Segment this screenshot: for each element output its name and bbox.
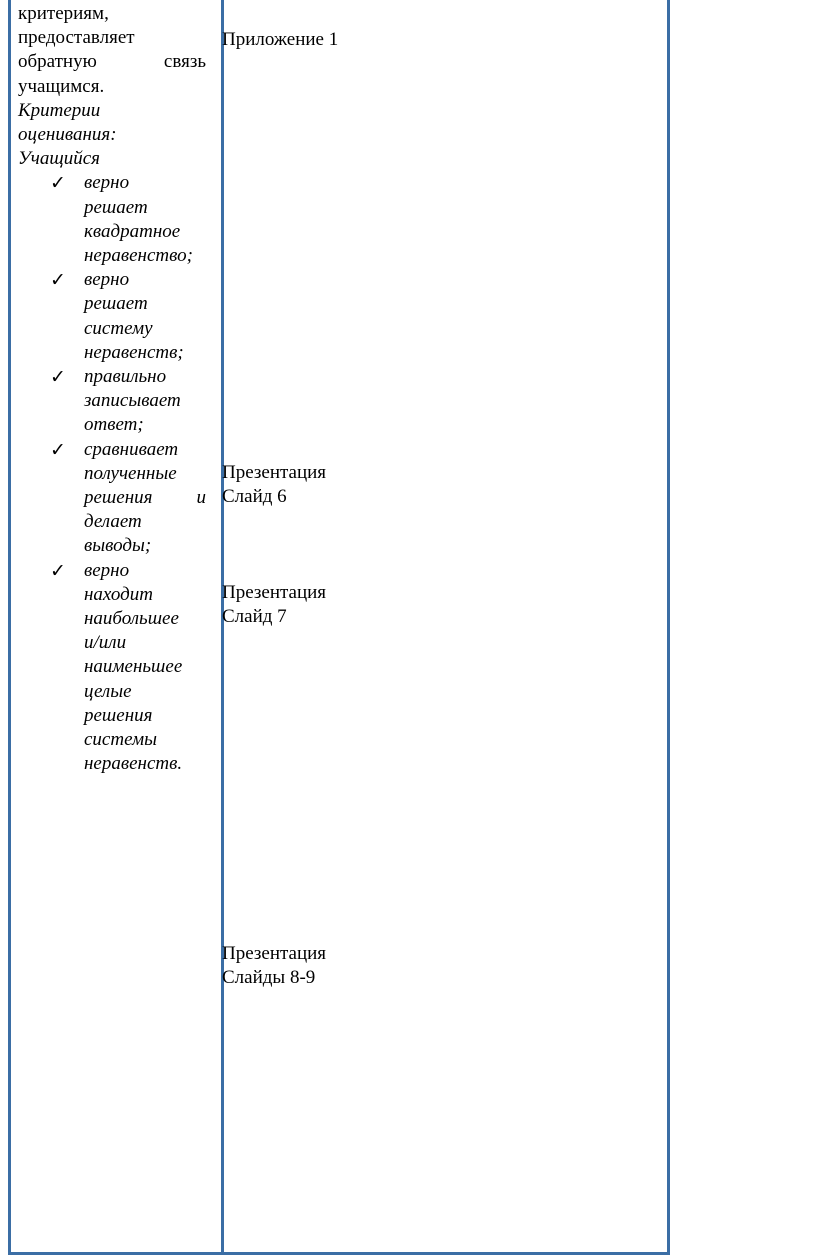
intro-line-1: критериям,	[18, 3, 109, 24]
check-icon: ✓	[50, 269, 66, 292]
criteria-line: делает	[84, 511, 142, 533]
presentation-title: Презентация	[222, 462, 327, 483]
criteria-line: наибольшее	[84, 608, 179, 630]
check-icon: ✓	[50, 438, 66, 461]
criteria-line: верно	[84, 269, 130, 291]
presentation-ref	[222, 942, 326, 990]
criteria-line: и/или	[84, 632, 127, 654]
criteria-line: неравенств.	[84, 753, 183, 775]
criteria-line: верно	[84, 172, 130, 194]
slide-label: Слайд 6	[222, 486, 287, 508]
appendix-label: Приложение 1	[222, 29, 339, 50]
criteria-line: системы	[84, 729, 158, 751]
criteria-line: неравенств;	[84, 341, 184, 363]
left-cell	[18, 2, 206, 777]
criteria-heading-line-2: оценивания:	[18, 124, 117, 146]
criteria-line: решает	[84, 293, 148, 315]
criteria-line: неравенство;	[84, 245, 193, 267]
criteria-line: решает	[84, 196, 148, 218]
criteria-line: решения	[84, 704, 153, 726]
criteria-line: правильно	[84, 366, 167, 388]
presentation-ref	[222, 581, 326, 629]
intro-line-4: учащимся.	[18, 75, 105, 97]
student-label: Учащийся	[18, 148, 100, 170]
criteria-item	[18, 365, 206, 438]
criteria-line: выводы;	[84, 535, 152, 557]
criteria-line: верно	[84, 559, 130, 581]
criteria-line: систему	[84, 317, 153, 339]
criteria-item	[18, 171, 206, 268]
criteria-line: решения и	[84, 487, 206, 509]
criteria-line: ответ;	[84, 414, 144, 436]
slide-label: Слайд 7	[222, 606, 287, 628]
check-icon: ✓	[50, 559, 66, 582]
slide-label: Слайды 8-9	[222, 967, 316, 989]
criteria-line: записывает	[84, 390, 181, 412]
intro-line-2: предоставляет	[18, 27, 135, 49]
criteria-item	[18, 438, 206, 559]
criteria-line: сравнивает	[84, 438, 179, 460]
criteria-list	[18, 171, 206, 776]
criteria-line: квадратное	[84, 220, 181, 242]
criteria-line: целые	[84, 680, 132, 702]
criteria-heading-line-1: Критерии	[18, 99, 101, 121]
presentation-title: Презентация	[222, 582, 327, 603]
criteria-item	[18, 268, 206, 365]
intro-line-3: обратную связь	[18, 51, 206, 73]
criteria-item	[18, 559, 206, 777]
criteria-line: наименьшее	[84, 656, 183, 678]
presentation-title: Презентация	[222, 943, 327, 964]
check-icon: ✓	[50, 172, 66, 195]
check-icon: ✓	[50, 366, 66, 389]
presentation-ref	[222, 461, 326, 509]
criteria-line: полученные	[84, 462, 177, 484]
criteria-line: находит	[84, 583, 153, 605]
